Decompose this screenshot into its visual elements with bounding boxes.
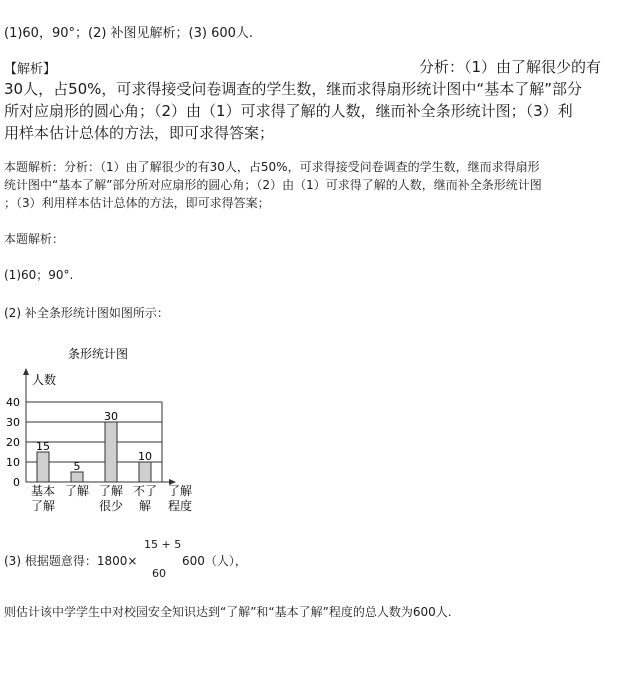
y-tick-label: 40 [6,396,20,409]
y-axis-arrow [23,368,29,375]
y-tick-label: 20 [6,436,20,449]
x-category-label: 解 [138,499,152,513]
bar-chart [0,340,210,520]
analysis-line-3: 所对应扇形的圆心角；（2）由（1）可求得了解的人数，继而补全条形统计图；（3）利 [4,102,573,120]
fraction-denominator: 60 [152,567,166,580]
bar-value-label: 15 [36,440,50,453]
y-tick-label: 30 [6,416,20,429]
y-tick-label: 10 [6,456,20,469]
detail-line-3: ；（3）利用样本估计总体的方法，即可求得答案； [4,196,270,210]
analysis-line-1: 分析：（1）由了解很少的有 [419,58,602,76]
analysis-line-4: 用样本估计总体的方法，即可求得答案； [4,124,275,142]
answer-line: (1)60，90°；(2) 补图见解析；(3) 600人. [4,26,254,41]
x-category-label: 很少 [98,499,124,513]
detail-line-2: 统计图中“基本了解”部分所对应扇形的圆心角；（2）由（1）可求得了解的人数，继而补全条形统计图 [4,178,542,192]
bar [139,462,151,482]
x-category-label: 了解 [30,499,56,513]
fraction-numerator: 15 + 5 [144,538,182,551]
bar-value-label: 5 [73,460,81,473]
bar [37,452,49,482]
bars [36,410,152,482]
y-tick-label: 0 [13,476,20,489]
bar [71,472,83,482]
x-category-label: 了解 [98,484,124,498]
detail-line-1: 本题解析：分析：（1）由了解很少的有30人，占50%，可求得接受问卷调查的学生数，继而求得扇形 [4,160,540,174]
x-category-label: 了解 [64,484,90,498]
y-axis-label: 人数 [32,373,57,387]
conclusion: 则估计该中学学生中对校园安全知识达到“了解”和“基本了解”程度的总人数为600人. [4,605,452,619]
section-label: 【解析】 [4,62,57,77]
x-axis-label-line-1: 了解 [167,484,193,498]
y-ticks [6,396,20,489]
bar-value-label: 30 [104,410,118,423]
step-1: (1)60；90°. [4,268,74,282]
bar-value-label: 10 [138,450,152,463]
bar [105,422,117,482]
x-category-label: 不了 [132,484,158,498]
x-category-labels [31,483,157,513]
chart-title: 条形统计图 [67,347,129,361]
step-2: (2) 补全条形统计图如图所示： [4,306,169,320]
x-category-label: 基本 [30,484,56,498]
step-3-prefix: (3) 根据题意得：1800× [4,554,138,568]
analysis-line-2: 30人，占50%，可求得接受问卷调查的学生数，继而求得扇形统计图中“基本了解”部分 [4,80,582,98]
x-axis-label-line-2: 程度 [167,499,193,513]
step-3-suffix: 600（人）， [182,554,247,568]
solution-header: 本题解析： [4,232,65,246]
